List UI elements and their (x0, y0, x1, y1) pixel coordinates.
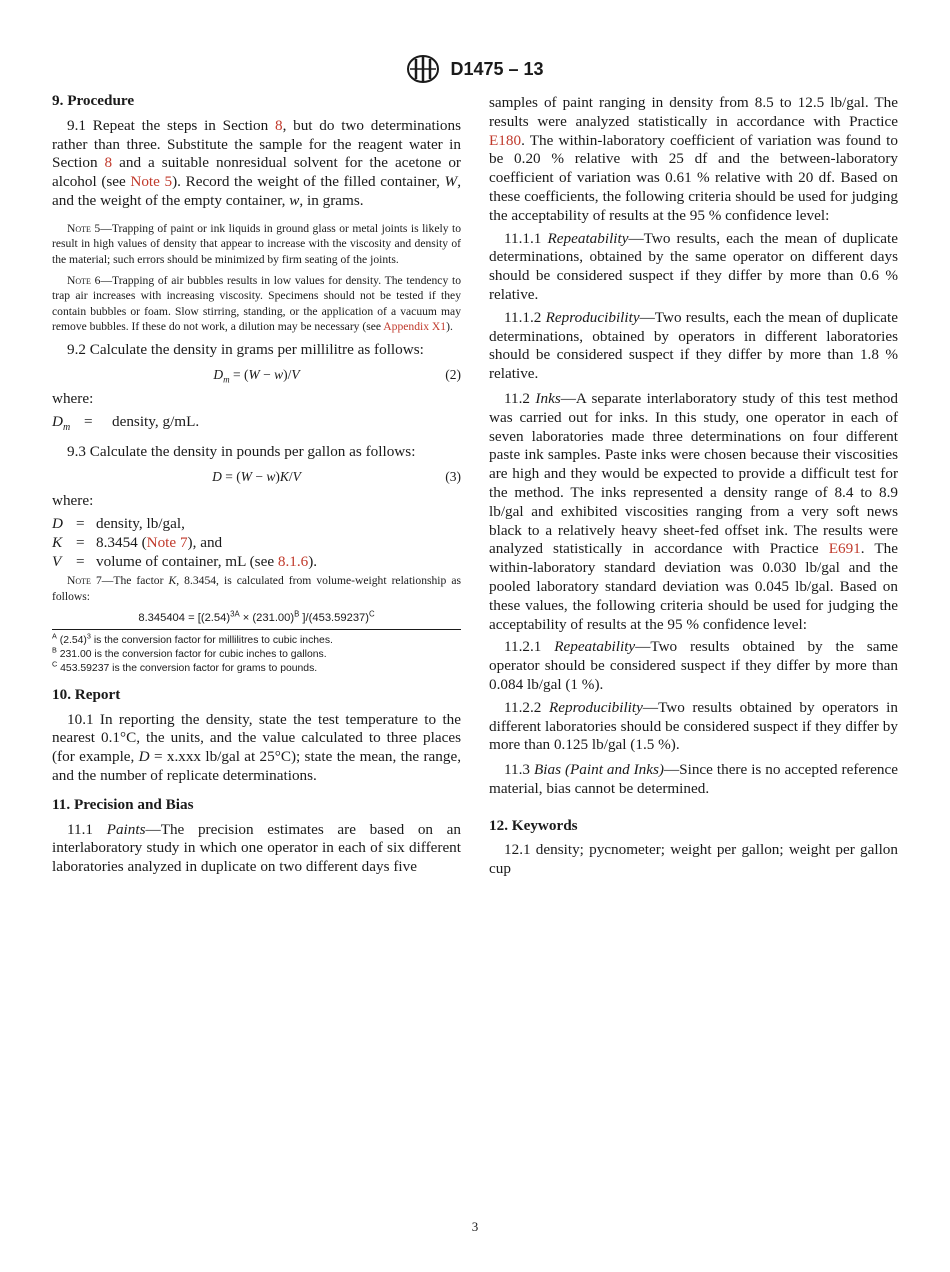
page-number: 3 (471, 1219, 479, 1234)
para-11-3: 11.3 Bias (Paint and Inks)—Since there is no accepted reference material, bias cannot be determined. (489, 761, 898, 797)
section-12-title: 12. Keywords (489, 816, 578, 834)
para-9-1: 9.1 Repeat the steps in Section 8, but do two determinations rather than three. Substitute the sample for the reagent water in Section 8 and a suitable nonresidual solvent for the acetone or alcohol (see Note 5). Record the weight of the filled container, W, and the weight of the empty container, w, in grams. (52, 116, 461, 209)
footnote-c: $^C$ 453.59237 is the conversion factor for grams to pounds. (52, 659, 318, 674)
section-9-title: 9. Procedure (52, 92, 135, 109)
section-11-title: 11. Precision and Bias (52, 795, 194, 813)
para-11-2: 11.2 Inks—A separate interlaboratory study of this test method was carried out for inks. In this study, one operator in each of seven laboratories made three determinations on four different paste ink samples. Paste inks were chosen because their viscosities are high and they would be expected to provide a difficult test for the method. The inks represented a density range of 8.4 to 8.9 lb/gal and exhibited viscosities ranging from a very soft news black to a relatively heavy sheet-fed offset ink. The results were analyzed statistically in accordance with Practice E691. The within-laboratory standard deviation was 0.030 lb/gal and the pooled laboratory standard deviation was 0.045 lb/gal. Based on these values, the following criteria should be used for judging the acceptability of results at the 95 % confidence level: (489, 389, 898, 633)
note-6: Note 6—Trapping of air bubbles results in low values for density. The tendency to trap air increases with increasing viscosity. Specimens should not be tested if they contain bubbles or foam. Slow stirring, standing, or the application of a vacuum may remove bubbles. If these do not work, a dilution may be necessary (see Appendix X1). (52, 273, 461, 334)
note-5-link[interactable]: Note 5 (130, 173, 173, 191)
para-11-1: 11.1 Paints—The precision estimates are based on an interlaboratory study in which one operator in each of six different laboratories analyzed in duplicate on two different days five (52, 820, 461, 876)
para-11-1-2: 11.1.2 Reproducibility—Two results, each the mean of duplicate determinations, obtained by operators in different laboratories should be considered suspect if they differ by more than 1.8 % relative. (489, 308, 898, 383)
appendix-x1-link[interactable]: Appendix X1 (383, 320, 447, 334)
para-12-1: 12.1 density; pycnometer; weight per gallon; weight per gallon cup (489, 841, 898, 878)
para-9-2: 9.2 Calculate the density in grams per millilitre as follows: (67, 340, 424, 358)
page-header (0, 54, 950, 84)
definition-dm: $D_m$ = density, g/mL. (52, 412, 200, 433)
para-11-2-2: 11.2.2 Reproducibility—Two results obtained by operators in different laboratories should be considered suspect if they differ by more than 0.125 lb/gal (1.5 %). (489, 698, 898, 754)
definitions-list (52, 515, 461, 571)
section-8-link-2[interactable]: 8 (104, 154, 113, 172)
section-10-title: 10. Report (52, 685, 121, 703)
note-7-formula: $8.345404 = [(2.54)^{3A} \times (231.00)^B$ ]$/(453.59237)^C$ (52, 609, 461, 631)
note-7: Note 7—The factor K, 8.3454, is calculated from volume-weight relationship as follows: (52, 574, 462, 603)
definition-k: K = 8.3454 (Note 7), and (52, 533, 223, 551)
left-column (52, 92, 461, 877)
section-8-1-6-link[interactable]: 8.1.6 (277, 552, 309, 570)
equation-2: $D_m = (W - w)/V$ (2) (213, 366, 461, 385)
note-7-link[interactable]: Note 7 (146, 533, 188, 551)
equation-3: D = (W − w)K/V (3) (212, 469, 461, 485)
right-column (489, 94, 898, 879)
e180-link[interactable]: E180 (489, 131, 522, 149)
where-label-2: where: (52, 492, 94, 510)
footnote-a: $^A$ $(2.54)^3$ is the conversion factor for millilitres to cubic inches. (52, 631, 333, 647)
where-label-1: where: (52, 389, 94, 407)
section-8-link[interactable]: 8 (274, 116, 283, 134)
astm-logo (406, 54, 440, 84)
para-11-2-1: 11.2.1 Repeatability—Two results obtained by the same operator should be considered suspect if they differ by more than 0.084 lb/gal (1 %). (489, 638, 898, 693)
para-9-3: 9.3 Calculate the density in pounds per gallon as follows: (67, 443, 416, 461)
e691-link[interactable]: E691 (828, 540, 861, 558)
para-11-1-1: 11.1.1 Repeatability—Two results, each the mean of duplicate determinations, obtained by the same operator on different days should be considered suspect if they differ by more than 0.6 % relative. (489, 229, 898, 303)
footnote-b: $^B$ 231.00 is the conversion factor for cubic inches to gallons. (52, 645, 327, 661)
definition-d: D = density, lb/gal, (52, 514, 185, 532)
note-5: Note 5—Trapping of paint or ink liquids in ground glass or metal joints is likely to result in high values of density that appear to increase with the viscosity and density of the material; such errors should be minimized by firm seating of the joints. (52, 221, 461, 266)
definition-v: V = volume of container, mL (see 8.1.6). (52, 552, 318, 570)
para-10-1: 10.1 In reporting the density, state the test temperature to the nearest 0.1°C, the units, and the value calculated to three places (for example, D = x.xxx lb/gal at 25°C); state the mean, the range, and the number of replicate determinations. (52, 710, 461, 784)
para-11-1-continued: samples of paint ranging in density from 8.5 to 12.5 lb/gal. The results were analyzed statistically in accordance with Practice E180. The within-laboratory coefficient of variation was found to be 0.20 % relative with 25 df and the between-laboratory coefficient of variation was 0.61 % relative with 20 df. Based on these coefficients, the following criteria should be used for judging the acceptability of results at the 95 % confidence level: (489, 94, 898, 224)
document-code: D1475 – 13 (450, 58, 544, 79)
